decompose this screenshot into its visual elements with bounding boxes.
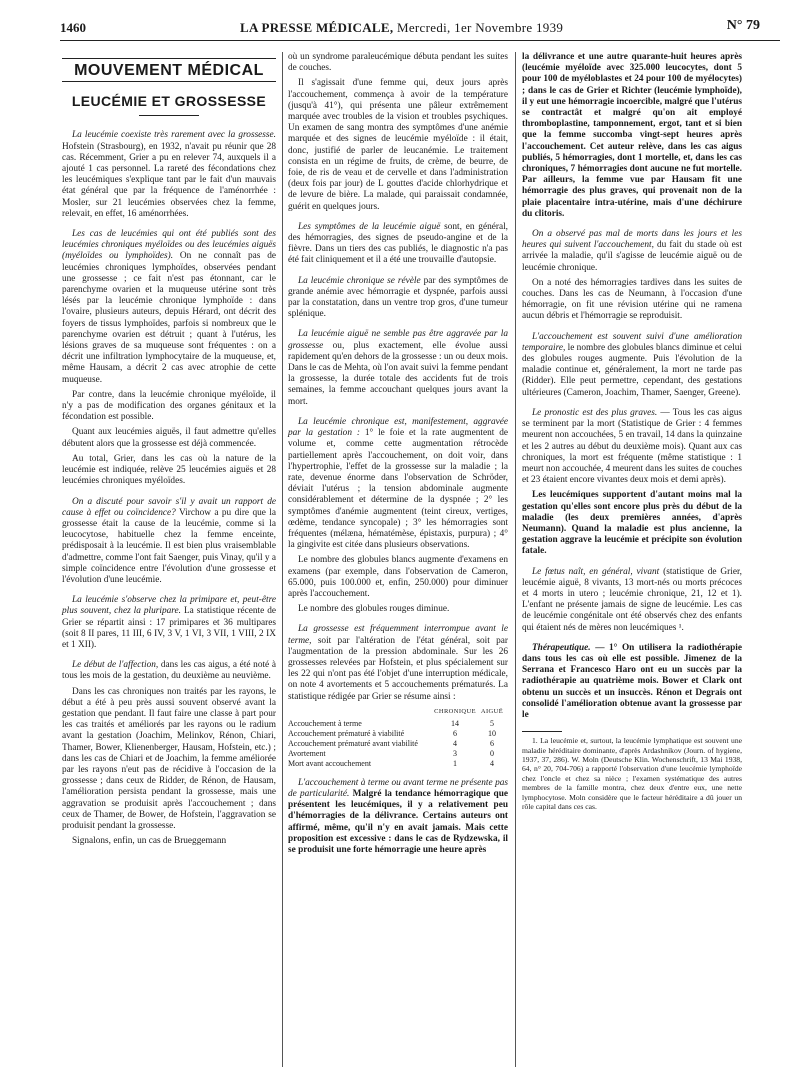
paragraph: La leucémie coexiste très rarement avec la grossesse. Hofstein (Strasbourg), en 1932, n'avait pu réunir que 28 cas. Récemment, Grier a pu en relever 74, auxquels il a ajouté 1 cas personnel. La rareté des fécondations chez les leucémiques s'explique tant par le fait d'un mauvais état général que par la fréquence de l'aménorrhée : Mosler, sur 21 leucémies observées chez la femme, relevait, en effet, 16 aménorrhées. <box>62 130 276 219</box>
paragraph: Au total, Grier, dans les cas où la nature de la leucémie est indiquée, relève 25 leucémies aiguës et 28 leucémies chroniques myéloïdes. <box>62 453 276 487</box>
table-row: Mort avant accouchement 1 4 <box>288 758 494 768</box>
paragraph: Les cas de leucémies qui ont été publiés sont des leucémies chroniques myéloïdes ou des leucémies aiguës (myéloïdes ou lymphoïdes). On ne connaît pas de leucémies chroniques lymphoïdes, observées pendant une grossesse ; ce fait n'est pas étonnant, car le parenchyme ovarien et la muqueuse utérine sont très lésés par la leucémie chronique lymphoïde : dans l'ovaire, plusieurs auteurs, depuis Hérard, ont décrit des foyers de tissus lymphoïdes, parfois si nombreux que le parenchyme ovarien est détruit ; quant à l'utérus, les lésions graves de sa muqueuse sont fréquentes : on a décrit une infiltration lymphocytaire de la muqueuse, et, même Hausam, a décrit 2 cas avec atrophie de cette muqueuse. <box>62 229 276 385</box>
column-header: AIGUË <box>480 707 504 715</box>
paragraph: Il s'agissait d'une femme qui, deux jours après l'accouchement, commença à avoir de la température (jusqu'à 41°), qui présenta une pâleur extrêmement marquée avec troubles de la vision et troubles psychiques. Un examen de sang montra des symptômes d'une anémie marquée et des signes de leucémie myéloïde : il était, donc, justifié de parler de leucanémie. Le traitement consista en un régime de fruits, de crème, de beurre, de foie, de ris de veau et de cervelle et dans l'administration (deux fois par jour) de L gouttes d'acide chlorhydrique et de levure de bière. La malade, qui paraissait condamnée, guérit en quelques jours. <box>288 78 508 212</box>
section-rubric: MOUVEMENT MÉDICAL <box>62 58 276 82</box>
paragraph: La leucémie s'observe chez la primipare et, peut-être plus souvent, chez la pluripare. La statistique récente de Grier se répartit ainsi : 17 primipares et 36 multipares (soit 8 II pares, 11 III, 6 IV, 3 V, 1 VI, 3 VII, 1 VIII, 2 IX et 1 XII). <box>62 595 277 650</box>
journal-name: LA PRESSE MÉDICALE, <box>240 20 394 35</box>
paragraph: Par contre, dans la leucémie chronique myéloïde, il n'y a pas de modification des organes génitaux et la fécondation est possible. <box>62 389 276 423</box>
column-3 <box>522 52 742 811</box>
paragraph: où un syndrome paraleucémique débuta pendant les suites de couches. <box>288 52 508 74</box>
paragraph: On a noté des hémorragies tardives dans les suites de couches. Dans les cas de Neumann, à l'occasion d'une hémorragie, on fit une révision utérine qui ne ramena aucun débris et l'hémorragie se reproduisit. <box>522 277 742 322</box>
column-1 <box>62 52 276 851</box>
paragraph: La leucémie chronique est, manifestement, aggravée par la gestation : 1° le foie et la rate augmentent de volume et, comme cette augmentation rétrocède partiellement après l'accouchement, on doit voir, dans l'hypertrophie, l'effet de la grossesse sur la maladie ; la rate, devenue énorme dans l'observation de Schröder, déviait l'utérus ; la tension abdominale augmente considérablement et détermine de la dyspnée ; 2° les symptômes d'anémie augmentent (teint cireux, vertiges, œdème, tendance syncopale) ; 3° les hémorragies sont fréquentes (mélæna, hématémèse, épistaxis, purpura) ; 4° la gingivite est citée dans plusieurs observations. <box>288 416 509 551</box>
paragraph: Les symptômes de la leucémie aiguë sont, en général, des hémorragies, des signes de pseudo-angine et de la fièvre. Dans un tiers des cas publiés, le diagnostic n'a pas été fait cliniquement et il a été une trouvaille d'autopsie. <box>288 221 508 266</box>
issue-date: Mercredi, 1er Novembre 1939 <box>397 20 564 35</box>
table-row: Accouchement prématuré avant viabilité 4 6 <box>288 738 494 748</box>
issue-number: N° 79 <box>726 18 760 33</box>
paragraph: Le pronostic est des plus graves. — Tous les cas aigus se terminent par la mort (Statistique de Grier : 4 femmes meurent non accouchées, 5 en travail, 14 dans la quinzaine et les 2 autres au début du deuxième mois). Quant aux cas chroniques, la mort est fréquente (même statistique : 1 meurt non accouchée, 4 meurent dans les suites de couches et 23 étaient encore vivantes deux mois et demi après). <box>522 407 742 486</box>
table-header-row <box>288 707 508 719</box>
paragraph: Thérapeutique. — 1° On utilisera la radiothérapie dans tous les cas où elle est possible. Jimenez de la Serrana et Francesco Haro ont eu un succès par la radiothérapie au quatrième mois. Bower et Clark ont obtenu un succès et un insuccès. Rénon et Degrais ont consolidé l'amélioration obtenue avant la grossesse par le <box>522 642 742 720</box>
table-row: Accouchement prématuré à viabilité 6 10 <box>288 728 496 738</box>
paragraph: Le début de l'affection, dans les cas aigus, a été noté à tous les mois de la gestation, du deuxième au neuvième. <box>62 660 276 682</box>
column-divider <box>515 52 516 1067</box>
paragraph: Dans les cas chroniques non traités par les rayons, le début a été à peu près aussi souvent observé avant la gestation que pendant. Il faut faire une classe à part pour les cas traités et améliorés par les rayons ou le radium avant la gestation (Joachim, Melinkov, Rénon, Chiari, Thamer, Bower, Klienenberger, Hausam, Hofstein, etc.) ; dans les cas de Chiari et de Joachim, la femme améliorée par les rayons n'eut pas de récidive à l'occasion de la grossesse ; dans ceux de Ridder, de Rénon, de Hausam, l'amélioration persista pendant la grossesse, mais une aggravation se produisit après l'accouchement ; dans ceux de Thamer, de Bower, de Hofstein, l'aggravation se produisit pendant la grossesse. <box>62 686 276 831</box>
paragraph: la délivrance et une autre quarante-huit heures après (leucémie myéloïde avec 325.000 leucocytes, dont 5 pour 100 de myéloblastes et 24 pour 100 de myélocytes) ; dans le cas de Grier et Richter (leucémie lymphoïde), il y eut une hémorragie incoercible, malgré que l'utérus se contractât et malgré qu'on ait employé thromboplastine, tamponnement, ergot, tant et si bien que la femme succomba vingt-sept heures après l'accouchement. Cet auteur relève, dans les cas aigus publiés, 5 hémorragies, dont 1 mortelle, et, dans les cas chroniques, 7 hémorragies dont aucune ne fut mortelle. Par ailleurs, la femme vue par Hausam fit une hémorragie des plus graves, qui provenait non de la plaie placentaire intra-utérine, mais d'une déchirure du clitoris. <box>522 52 742 219</box>
paragraph: Le nombre des globules rouges diminue. <box>298 604 450 615</box>
title-rule <box>139 115 199 116</box>
column-2 <box>288 52 508 860</box>
paragraph: L'accouchement est souvent suivi d'une amélioration temporaire, le nombre des globules blancs diminue et celui des globules rouges augmente. Puis l'évolution de la maladie continue et, généralement, la mort ne tarde pas (Ridder). Elle peut permettre, cependant, des gestations ultérieures (Cameron, Joachim, Thamer, Saenger, Greene). <box>522 331 742 398</box>
column-header: CHRONIQUE <box>434 707 476 715</box>
table-row: Avortement 3 0 <box>288 748 494 758</box>
paragraph: Quant aux leucémies aiguës, il faut admettre qu'elles débutent alors que la grossesse est déjà commencée. <box>62 427 276 449</box>
footnote-rule <box>522 731 562 732</box>
running-title <box>240 20 563 36</box>
paragraph: La leucémie chronique se révèle par des symptômes de grande anémie avec hémorragie et dyspnée, parfois aussi par la constatation, dans un ventre trop gros, d'une tumeur splénique. <box>288 275 508 320</box>
paragraph: On a discuté pour savoir s'il y avait un rapport de cause à effet ou coïncidence? Virchow a pu dire que la grossesse était la cause de la leucémie, comme si la leucocytose, habituelle chez la femme enceinte, prédisposait à la leucémie. Il est bien plus vraisemblable d'admettre, comme l'ont fait Saenger, puis Vinay, qu'il y a simple coïncidence entre l'évolution d'une grossesse et l'évolution d'une leucémie. <box>62 496 276 585</box>
paragraph: Le fœtus naît, en général, vivant (statistique de Grier, leucémie aiguë, 8 vivants, 13 mort-nés ou morts précoces et 4 morts in utero ; leucémie chronique, 21, 12 et 1). L'enfant ne présente jamais de signe de leucémie. Les cas de leucémie congénitale ont été observés chez des enfants qui étaient nés de mères non leucémiques ¹. <box>522 566 742 633</box>
paragraph: La leucémie aiguë ne semble pas être aggravée par la grossesse ou, plus exactement, elle évolue aussi rapidement qu'en dehors de la grossesse : un ou deux mois. Dans le cas de Mehta, où l'on avait suivi la femme pendant la grossesse, la durée totale des accidents fut de trois semaines, la femme accouchant quelques jours avant la mort. <box>288 329 508 407</box>
column-divider <box>282 52 283 1067</box>
footnote: 1. La leucémie et, surtout, la leucémie lymphatique est souvent une maladie héréditaire dominante, d'après Ardashnikov (Journ. of hygiene, 1937, 37, 286). W. Moln (Deutsche Klin. Wochenschrift, 13 Mai 1938, 64, n° 20, 704-706) a rapporté l'observation d'une leucémie lymphoïde chez l'oncle et chez sa nièce ; l'examen systématique des autres membres de la famille montra, chez deux d'entre eux, une nette lymphocytose. Moln considère que le facteur héréditaire a dû jouer un rôle capital dans ces cas. <box>522 736 742 812</box>
statistics-table <box>288 707 508 769</box>
paragraph: La grossesse est fréquemment interrompue avant le terme, soit par l'altération de l'état général, soit par l'augmentation de la pression abdominale. Sur les 26 grossesses relevées par Hofstein, et plus spécialement sur les 22 qui n'ont pas été l'objet d'une interruption médicale, on note 4 avortements et 5 accouchements prématurés. La statistique rédigée par Grier se résume ainsi : <box>288 624 509 702</box>
paragraph: Signalons, enfin, un cas de Brueggemann <box>72 836 227 847</box>
paragraph: On a observé pas mal de morts dans les jours et les heures qui suivent l'accouchement, du fait du stade où est arrivée la maladie, qu'il s'agisse de leucémie aiguë ou de leucémie chronique. <box>522 229 742 273</box>
paragraph: L'accouchement à terme ou avant terme ne présente pas de particularité. Malgré la tendance hémorragique que présentent les leucémiques, il y a relativement peu d'hémorragies de la délivrance. Certains auteurs ont affirmé, même, qu'il n'y en avait jamais. Mais cette proposition est excessive : dans le cas de Rydzewska, il se produisit une forte hémorragie une heure après <box>288 777 509 855</box>
page-header <box>60 14 780 41</box>
article-title: LEUCÉMIE ET GROSSESSE <box>71 93 267 110</box>
paragraph: Le nombre des globules blancs augmente d'examens en examens (par exemple, dans l'observation de Cameron, 65.000, puis 100.000 et, enfin, 250.000) pour diminuer après l'accouchement. <box>288 555 508 599</box>
table-row: Accouchement à terme 14 5 <box>288 718 494 728</box>
page-number: 1460 <box>60 20 86 35</box>
paragraph: Les leucémiques supportent d'autant moins mal la gestation qu'elles sont encore plus près du début de la maladie (les deux premières années, d'après Neumann). Quand la maladie est plus ancienne, la gestation aggrave la leucémie et précipite son évolution fatale. <box>522 490 742 557</box>
